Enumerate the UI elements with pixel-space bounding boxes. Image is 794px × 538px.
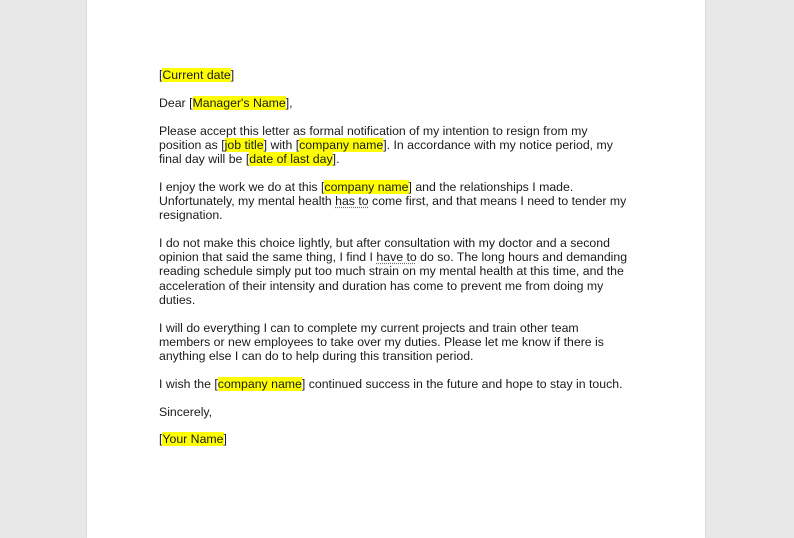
date-placeholder: Current date [162, 68, 231, 82]
signature-line: [Your Name] [159, 432, 227, 447]
document-page [87, 0, 705, 538]
paragraph-resignation-notice: Please accept this letter as formal notification of my intention to resign from my position as [job title] with [company name]. In accordance with my notice period, my final day will be [date of last day]. [159, 123, 613, 166]
paragraph-consultation: I do not make this choice lightly, but after consultation with my doctor and a second opinion that said the same thing, I find I have to do so. The long hours and demanding reading schedule simply put too much strain on my mental health at this time, and the acceleration of their intensity and duration has come to prevent me from doing my duties. [159, 236, 628, 307]
paragraph-well-wishes: I wish the [company name] continued success in the future and hope to stay in touch. [159, 376, 623, 391]
paragraph-transition: I will do everything I can to complete my current projects and train other team members or new employees to take over my duties. Please let me know if there is anything else I can do to help during this transition period. [159, 320, 604, 364]
job-title-placeholder: job title [224, 137, 264, 152]
grammar-flag[interactable]: have to [376, 250, 417, 265]
letter-body[interactable] [159, 68, 629, 460]
your-name-placeholder: Your Name [162, 432, 224, 447]
last-day-placeholder: date of last day [249, 152, 333, 166]
manager-name-placeholder: Manager's Name [192, 95, 286, 110]
closing: Sincerely, [159, 404, 213, 419]
company-name-placeholder: company name [324, 179, 409, 194]
paragraph-mental-health: I enjoy the work we do at this [company name] and the relationships I made. Unfortunately, my mental health has to come first, and that means I need to tender my resignation. [159, 179, 627, 223]
grammar-flag[interactable]: has to [335, 194, 369, 208]
company-name-placeholder: company name [299, 137, 384, 152]
company-name-placeholder: company name [217, 376, 302, 391]
date-line: [Current date] [159, 68, 235, 82]
salutation: Dear [Manager's Name], [159, 95, 293, 110]
